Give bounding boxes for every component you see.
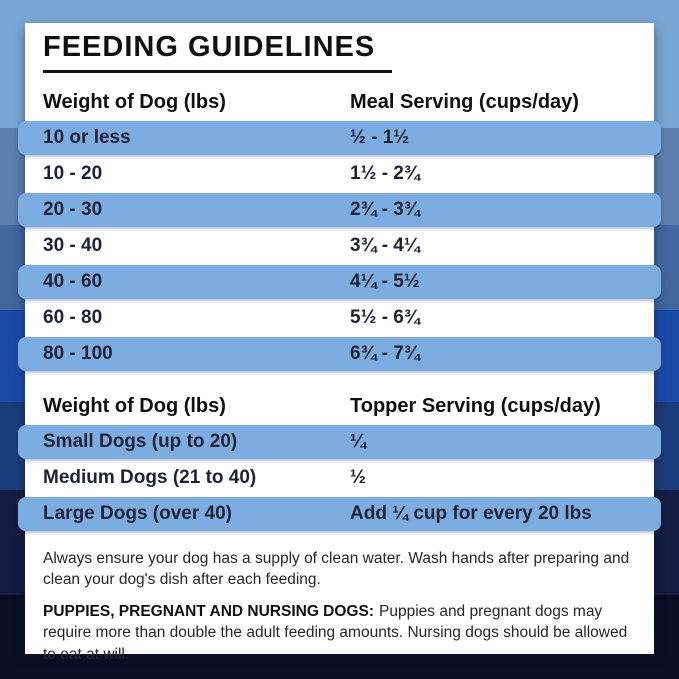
table-row [18, 461, 661, 495]
page-title: FEEDING GUIDELINES [43, 31, 376, 63]
topper-table-serving-header: Topper Serving (cups/day) [350, 395, 601, 417]
weight-cell: 10 - 20 [43, 163, 103, 184]
puppies-note [43, 601, 640, 665]
puppies-note-label: PUPPIES, PREGNANT AND NURSING DOGS: [43, 603, 374, 620]
meal-table-serving-header: Meal Serving (cups/day) [350, 91, 579, 113]
weight-cell: 60 - 80 [43, 307, 103, 328]
table-row [18, 121, 661, 155]
serving-cell: ¼ [350, 431, 366, 452]
table-row [18, 157, 661, 191]
serving-cell: ½ [350, 467, 366, 488]
water-note: Always ensure your dog has a supply of clean water. Wash hands after preparing and clean your dog's dish after each feeding. [43, 550, 630, 589]
serving-cell: 5½ - 6¾ [350, 307, 420, 328]
serving-cell: Add ¼ cup for every 20 lbs [350, 503, 592, 524]
serving-cell: 4¼ - 5½ [350, 271, 420, 292]
weight-cell: 80 - 100 [43, 343, 113, 364]
weight-cell: 30 - 40 [43, 235, 103, 256]
weight-cell: Medium Dogs (21 to 40) [43, 467, 257, 488]
table-row [18, 425, 661, 459]
weight-cell: Small Dogs (up to 20) [43, 431, 238, 452]
table-row [18, 229, 661, 263]
meal-table-weight-header: Weight of Dog (lbs) [43, 91, 226, 113]
serving-cell: 3¾ - 4¼ [350, 235, 420, 256]
table-row [18, 497, 661, 531]
table-row [18, 337, 661, 371]
weight-cell: 10 or less [43, 127, 131, 148]
table-row [18, 301, 661, 335]
serving-cell: 1½ - 2¾ [350, 163, 420, 184]
title-underline [43, 70, 392, 73]
table-row [18, 193, 661, 227]
weight-cell: Large Dogs (over 40) [43, 503, 232, 524]
serving-cell: 6¾ - 7¾ [350, 343, 420, 364]
weight-cell: 40 - 60 [43, 271, 103, 292]
weight-cell: 20 - 30 [43, 199, 103, 220]
table-row [18, 265, 661, 299]
topper-table-weight-header: Weight of Dog (lbs) [43, 395, 226, 417]
puppies-note-text: Puppies and pregnant dogs may require more than double the adult feeding amounts. Nursing dogs should be allowed to eat at will. [43, 603, 628, 663]
serving-cell: 2¾ - 3¾ [350, 199, 420, 220]
serving-cell: ½ - 1½ [350, 127, 410, 148]
